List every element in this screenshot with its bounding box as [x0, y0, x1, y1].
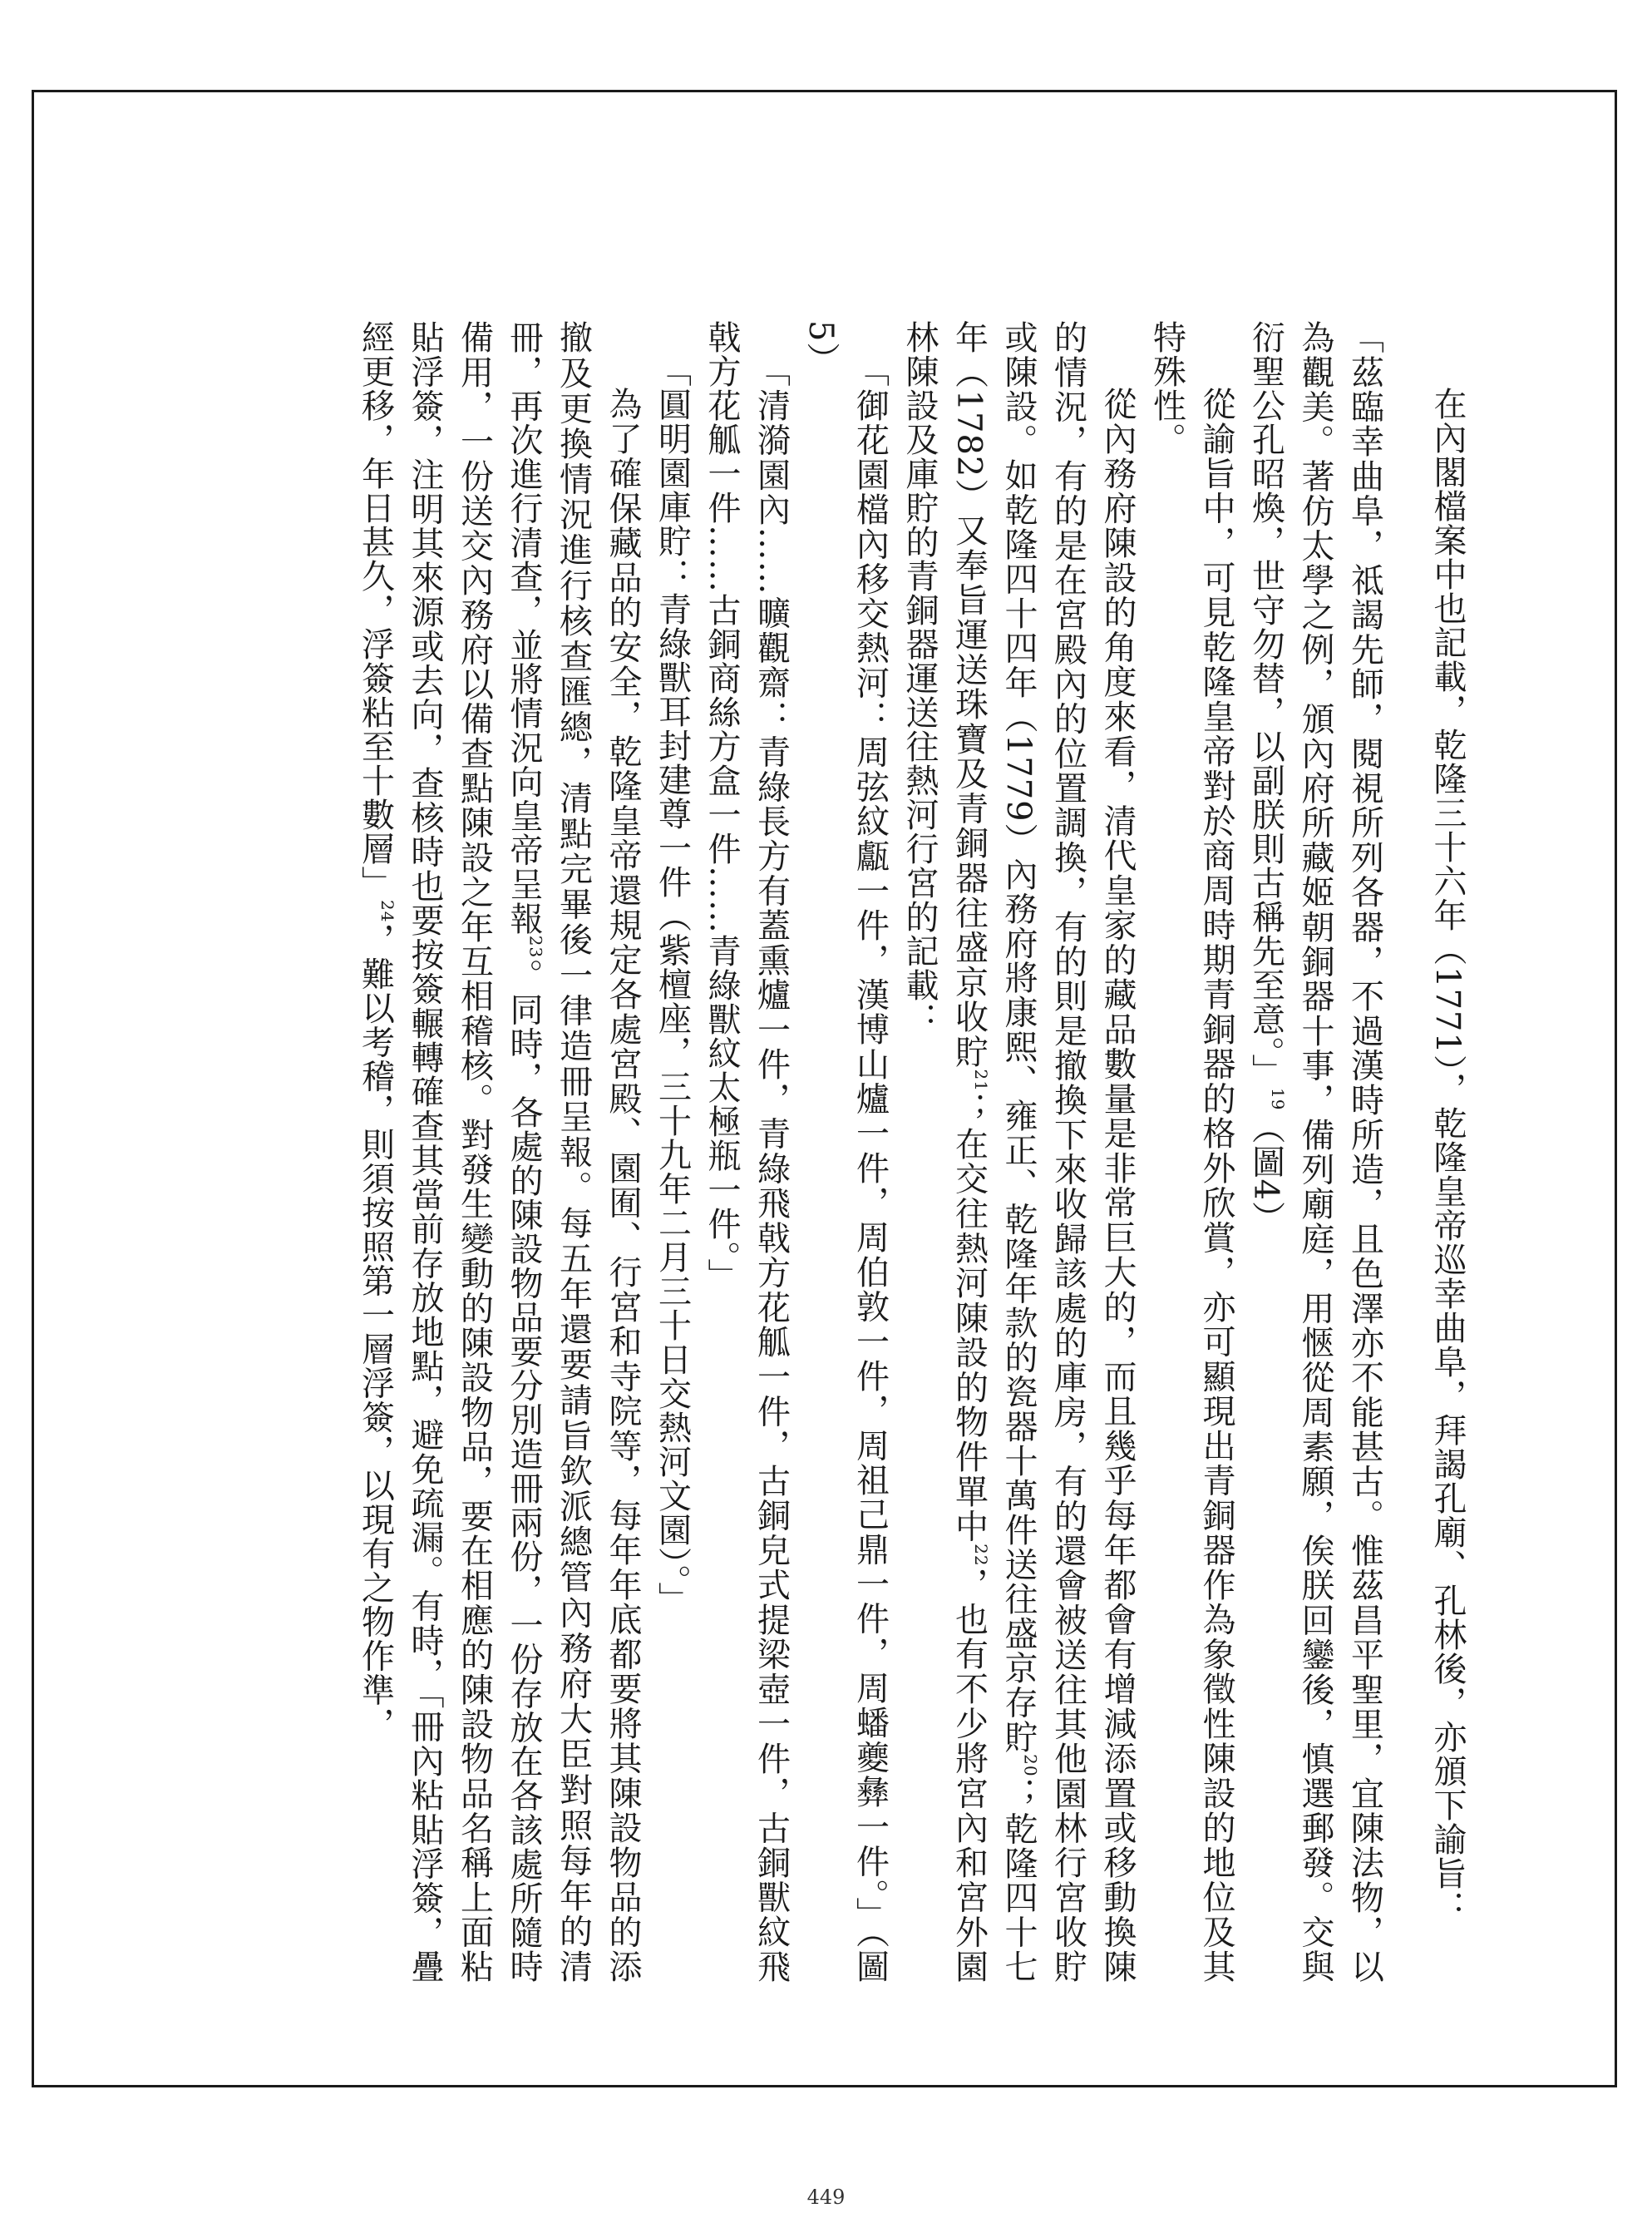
footnote-ref-24: 24 — [377, 900, 397, 923]
quote-qingyi-garden — [697, 320, 796, 1983]
paragraph-4-text-b: ；乾隆四十七年（1782）又奉旨運送珠寶及青銅器往盛京收貯 — [949, 320, 1038, 1984]
paragraph-4-text-c: ；在交往熱河陳設的物件單中 — [949, 1091, 989, 1544]
page-number: 449 — [806, 2186, 846, 2209]
quote-imperial-garden — [796, 320, 895, 1983]
paragraph-8 — [350, 320, 647, 1983]
paragraph-4-text-d: ，也有不少將宮內和宮外園林陳設及庫貯的青銅器運送往熱河行宮的記載： — [900, 320, 989, 1984]
quote-yuanming-garden-text: 「圓明園庫貯：青綠獸耳封建尊一件（紫檀座，三十九年二月三十日交熱河文園）。」 — [653, 353, 692, 1616]
paragraph-8-text-c: ，難以考稽，則須按照第一層浮簽，以現有之物作準， — [356, 922, 395, 1741]
paragraph-1 — [1423, 320, 1472, 1983]
paragraph-1-text: 在內閣檔案中也記載，乾隆三十六年（1771），乾隆皇帝巡幸曲阜，拜謁孔廟、孔林後，亦頒下諭旨： — [1428, 387, 1467, 1924]
quote-edict-text: 「茲臨幸曲阜，祗謁先師，閱視所列各器，不過漢時所造，且色澤亦不能甚古。惟茲昌平聖里，宜陳法物，以為觀美。著仿太學之例，頒內府所藏姬朝銅器十事，備列廟庭，用愜從周素願，俟朕回鑾後，慎選郵發。交與衍聖公孔昭煥，世守勿替，以副朕則古稱先至意。」 — [1246, 320, 1384, 1983]
body-text — [208, 320, 1472, 1983]
paragraph-3 — [1142, 320, 1240, 1983]
paragraph-3-text: 從諭旨中，可見乾隆皇帝對於商周時期青銅器的格外欣賞，亦可顯現出青銅器作為象徵性陳設的地位及其特殊性。 — [1147, 320, 1235, 1983]
quote-edict — [1240, 320, 1423, 1983]
footnote-ref-19: 19 — [1267, 1088, 1288, 1111]
paragraph-4 — [895, 320, 1142, 1983]
footnote-ref-23: 23 — [525, 935, 546, 959]
figure-ref-4: （圖4） — [1246, 1110, 1285, 1235]
paragraph-4-text-a: 從內務府陳設的角度來看，清代皇家的藏品數量是非常巨大的，而且幾乎每年都會有增減添置或移動換陳的情況，有的是在宮殿內的位置調換，有的則是撤換下來收歸該處的庫房，有的還會被送往其他園林行宮收貯或陳設。如乾隆四十四年（1779）內務府將康熙、雍正、乾隆年款的瓷器十萬件送往盛京存貯 — [999, 320, 1137, 1983]
quote-imperial-garden-text: 「御花園檔內移交熱河：周弦紋甗一件，漢博山爐一件，周伯敦一件，周祖己鼎一件，周蟠夔彝一件。」（圖5） — [801, 320, 890, 1983]
quote-qingyi-garden-text: 「清漪園內……曠觀齋：青綠長方有蓋熏爐一件，青綠飛戟方花觚一件，古銅皃式提梁壺一件，古銅獸紋飛戟方花觚一件……古銅商絲方盒一件……青綠獸紋太極瓶一件。」 — [703, 320, 791, 1983]
paragraph-8-text-b: 。同時，各處的陳設物品要分別造冊兩份，一份存放在各該處所隨時備用，一份送交內務府以備查點陳設之年互相稽核。對發生變動的陳設物品，要在相應的陳設物品名稱上面粘貼浮簽，注明其來源或去向，查核時也要按簽輾轉確查其當前存放地點，避免疏漏。有時，「冊內粘貼浮簽，疊經更移，年日甚久，浮簽粘至十數層」 — [356, 320, 543, 1984]
footnote-ref-20: 20 — [1020, 1754, 1041, 1777]
footnote-ref-21: 21 — [970, 1069, 991, 1092]
footnote-ref-22: 22 — [970, 1544, 991, 1567]
paragraph-8-text-a: 為了確保藏品的安全，乾隆皇帝還規定各處宮殿、園囿、行宮和寺院等，每年年底都要將其陳設物品的添撤及更換情況進行核查匯總，清點完畢後一律造冊呈報。每五年還要請旨欽派總管內務府大臣對照每年的清冊，再次進行清查，並將情況向皇帝呈報 — [505, 320, 642, 1983]
quote-yuanming-garden — [647, 320, 697, 1983]
